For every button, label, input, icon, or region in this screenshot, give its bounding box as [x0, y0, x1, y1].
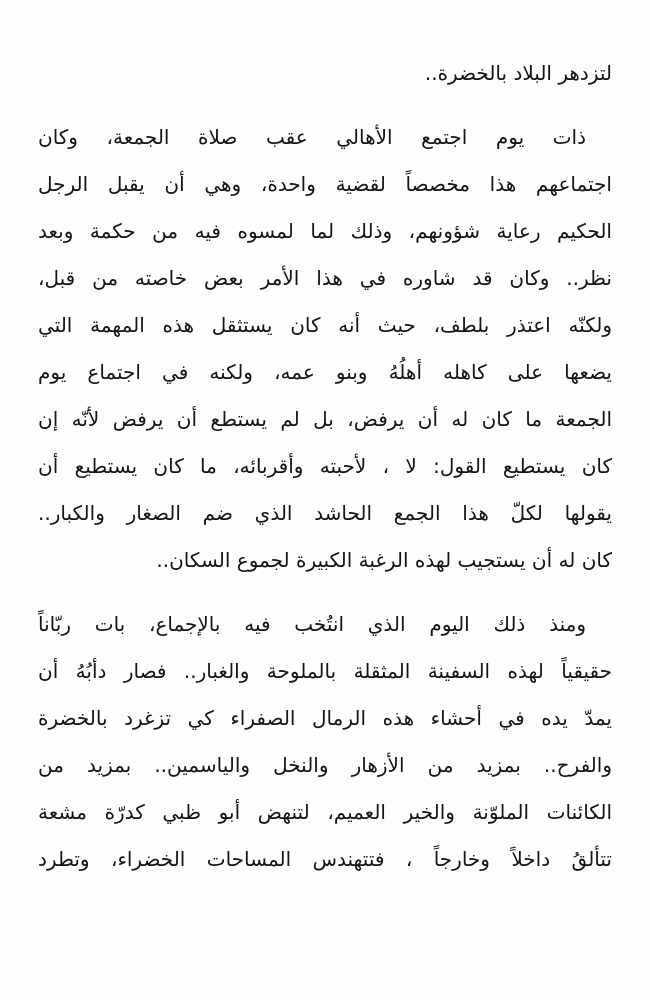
text-line: تتألقُ داخلاً وخارجاً ، فتتهندس المساحات الخضراء، وتطرد: [38, 847, 612, 871]
text-line: يقولها لكلّ هذا الجمع الحاشد الذي ضم الصغار والكبار..: [38, 501, 612, 525]
text-line: ذات يوم اجتمع الأهالي عقب صلاة الجمعة، وكان: [38, 125, 586, 149]
text-line: والفرح.. بمزيد من الأزهار والنخل والياسمين.. بمزيد من: [38, 753, 612, 777]
text-line: حقيقياً لهذه السفينة المثقلة بالملوحة والغبار.. فصار دأبُهُ أن: [38, 659, 612, 683]
paragraph-2: [38, 114, 612, 584]
text-line: ومنذ ذلك اليوم الذي انتُخب فيه بالإجماع، بات ربّاناً: [38, 612, 586, 636]
paragraph-gap: [38, 97, 612, 114]
text-line: الكائنات الملوّنة والخير العميم، لتنهض أبو ظبي كدرّة مشعة: [38, 800, 612, 824]
text-line: نظر.. وكان قد شاوره في هذا الأمر بعض خاصته من قبل،: [38, 266, 612, 290]
text-line: ولكنّه اعتذر بلطف، حيث أنه كان يستثقل هذه المهمة التي: [38, 313, 612, 337]
text-line: لتزدهر البلاد بالخضرة..: [424, 61, 612, 85]
paragraph-3: [38, 601, 612, 883]
paragraph-1: [38, 50, 612, 97]
text-line: يمدّ يده في أحشاء هذه الرمال الصفراء كي تزغرد بالخضرة: [38, 706, 612, 730]
text-block: [38, 50, 612, 883]
text-line: يضعها على كاهله أهلُهُ وبنو عمه، ولكنه في اجتماع يوم: [38, 360, 612, 384]
text-line: اجتماعهم هذا مخصصاً لقضية واحدة، وهي أن يقبل الرجل: [38, 172, 612, 196]
text-line: الحكيم رعاية شؤونهم، وذلك لما لمسوه فيه من حكمة وبعد: [38, 219, 612, 243]
text-line: كان يستطيع القول: لا ، لأحبته وأقربائه، ما كان يستطيع أن: [38, 454, 612, 478]
text-line: كان له أن يستجيب لهذه الرغبة الكبيرة لجموع السكان..: [156, 548, 612, 572]
text-line: الجمعة ما كان له أن يرفض، بل لم يستطع أن يرفض لأنّه إن: [38, 407, 612, 431]
paragraph-gap: [38, 584, 612, 601]
